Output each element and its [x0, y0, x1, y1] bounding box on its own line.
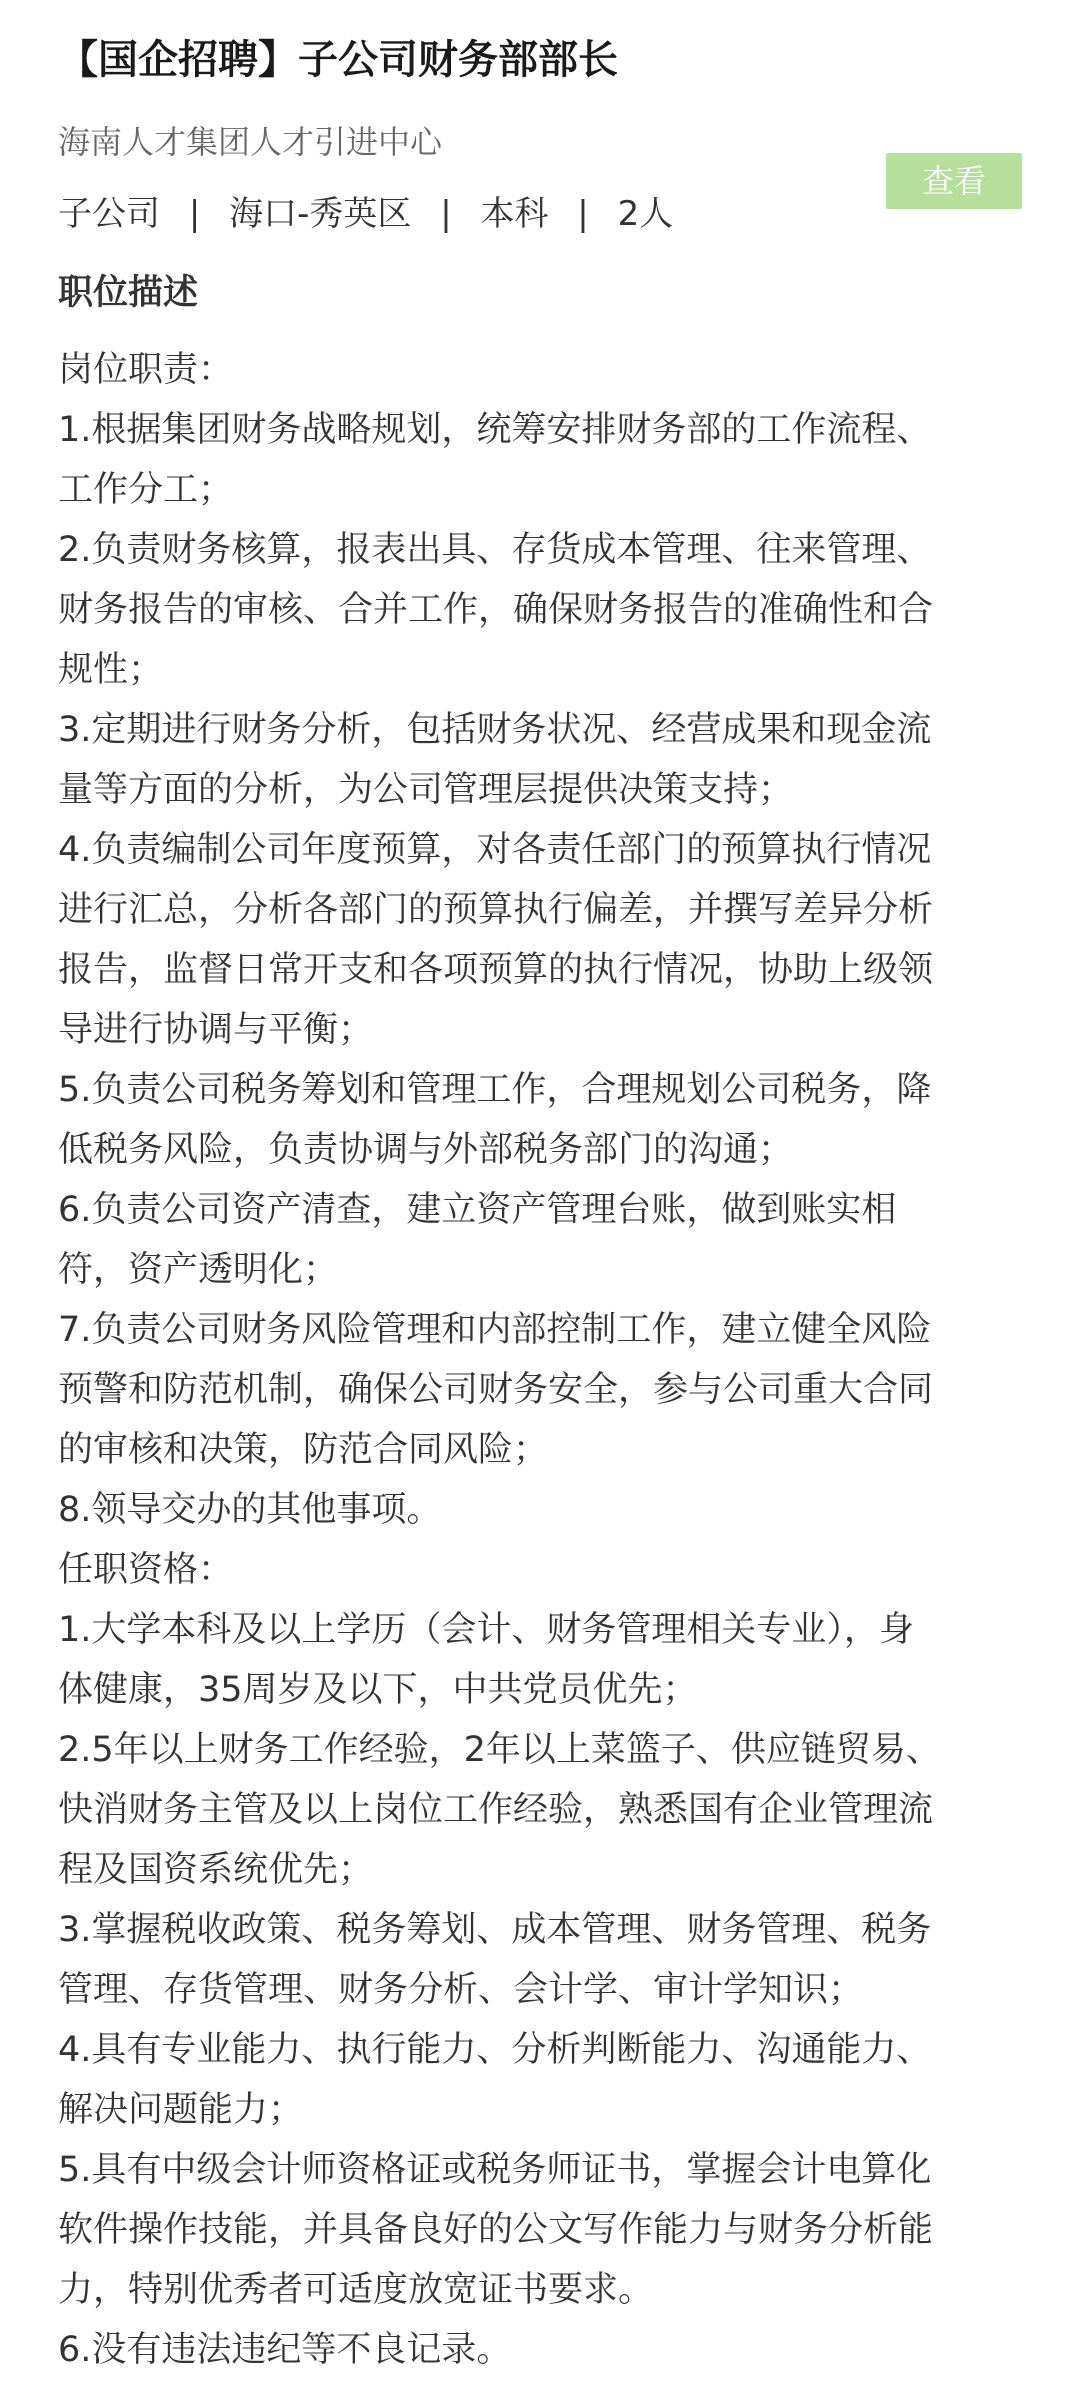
description-line: 7.负责公司财务风险管理和内部控制工作，建立健全风险	[58, 1310, 932, 1350]
description-line: 任职资格：	[58, 1550, 234, 1590]
company-name: 海南人才集团人才引进中心	[58, 123, 443, 161]
description-line: 工作分工；	[58, 470, 234, 510]
meta-department: 子公司	[58, 194, 160, 234]
description-line: 5.具有中级会计师资格证或税务师证书，掌握会计电算化	[58, 2150, 932, 2190]
description-line: 5.负责公司税务筹划和管理工作，合理规划公司税务，降	[58, 1070, 932, 1110]
description-line: 力，特别优秀者可适度放宽证书要求。	[58, 2270, 654, 2310]
description-line: 4.具有专业能力、执行能力、分析判断能力、沟通能力、	[58, 2030, 932, 2070]
view-button[interactable]: 查看	[886, 153, 1022, 209]
meta-location: 海口-秀英区	[229, 194, 412, 234]
description-line: 1.大学本科及以上学历（会计、财务管理相关专业），身	[58, 1610, 914, 1650]
description-line: 财务报告的审核、合并工作，确保财务报告的准确性和合	[58, 590, 934, 630]
description-line: 2.5年以上财务工作经验，2年以上菜篮子、供应链贸易、	[58, 1730, 941, 1770]
description-line: 量等方面的分析，为公司管理层提供决策支持；	[58, 770, 794, 810]
description-line: 规性；	[58, 650, 164, 690]
section-title-description: 职位描述	[58, 273, 199, 313]
description-line: 管理、存货管理、财务分析、会计学、审计学知识；	[58, 1970, 864, 2010]
job-description	[58, 340, 1020, 2380]
description-line: 导进行协调与平衡；	[58, 1010, 374, 1050]
description-line: 6.没有违法违纪等不良记录。	[58, 2330, 512, 2370]
meta-education: 本科	[480, 194, 549, 234]
meta-separator: |	[188, 194, 201, 234]
description-line: 解决问题能力；	[58, 2090, 304, 2130]
description-line: 6.负责公司资产清查，建立资产管理台账，做到账实相	[58, 1190, 897, 1230]
description-line: 报告，监督日常开支和各项预算的执行情况，协助上级领	[58, 950, 934, 990]
description-line: 预警和防范机制，确保公司财务安全，参与公司重大合同	[58, 1370, 934, 1410]
description-line: 3.掌握税收政策、税务筹划、成本管理、财务管理、税务	[58, 1910, 932, 1950]
description-line: 2.负责财务核算，报表出具、存货成本管理、往来管理、	[58, 530, 932, 570]
description-line: 快消财务主管及以上岗位工作经验，熟悉国有企业管理流	[58, 1790, 934, 1830]
job-title: 【国企招聘】子公司财务部部长	[58, 37, 618, 83]
description-line: 8.领导交办的其他事项。	[58, 1490, 442, 1530]
meta-separator: |	[440, 194, 452, 234]
description-line: 1.根据集团财务战略规划，统筹安排财务部的工作流程、	[58, 410, 932, 450]
description-line: 符，资产透明化；	[58, 1250, 339, 1290]
description-line: 进行汇总，分析各部门的预算执行偏差，并撰写差异分析	[58, 890, 934, 930]
description-line: 3.定期进行财务分析，包括财务状况、经营成果和现金流	[58, 710, 932, 750]
description-line: 的审核和决策，防范合同风险；	[58, 1430, 549, 1470]
description-line: 软件操作技能，并具备良好的公文写作能力与财务分析能	[58, 2210, 934, 2250]
description-line: 体健康，35周岁及以下，中共党员优先；	[58, 1670, 698, 1710]
meta-headcount: 2人	[617, 194, 674, 234]
description-line: 岗位职责：	[58, 350, 234, 390]
description-line: 程及国资系统优先；	[58, 1850, 374, 1890]
description-line: 4.负责编制公司年度预算，对各责任部门的预算执行情况	[58, 830, 932, 870]
job-meta-row	[58, 186, 673, 242]
description-line: 低税务风险，负责协调与外部税务部门的沟通；	[58, 1130, 794, 1170]
meta-separator: |	[577, 194, 589, 234]
